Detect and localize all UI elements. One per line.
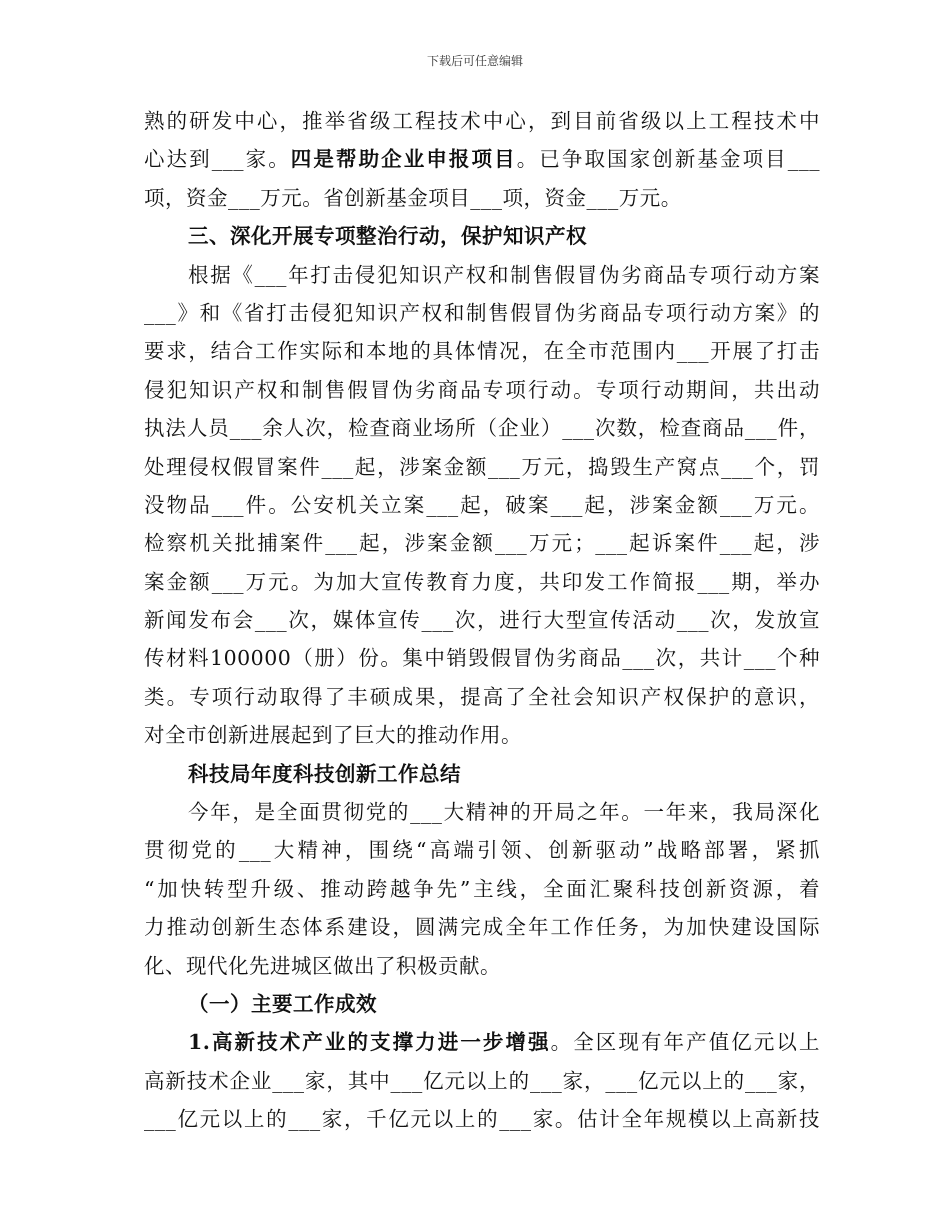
paragraph-line: 类。专项行动取得了丰硕成果，提高了全社会知识产权保护的意识， <box>144 684 820 709</box>
text-run: 心达到___家。 <box>144 147 291 172</box>
paragraph-line: 没物品___件。公安机关立案___起，破案___起，涉案金额___万元。 <box>144 492 820 517</box>
bold-text-run: 四是帮助企业申报项目 <box>290 147 517 172</box>
paragraph-line: 案金额___万元。为加大宣传教育力度，共印发工作简报___期，举办 <box>144 569 820 594</box>
paragraph-line: 侵犯知识产权和制售假冒伪劣商品专项行动。专项行动期间，共出动 <box>144 377 820 402</box>
paragraph-line: 化、现代化先进城区做出了积极贡献。 <box>144 953 501 978</box>
paragraph-line <box>144 1023 820 1061</box>
paragraph-line: 对全市创新进展起到了巨大的推动作用。 <box>144 723 522 748</box>
paragraph-line: 熟的研发中心，推举省级工程技术中心，到目前省级以上工程技术中 <box>144 109 820 133</box>
text-run: 。已争取国家创新基金项目___ <box>516 147 821 172</box>
section-heading: 三、深化开展专项整治行动，保护知识产权 <box>188 224 587 249</box>
paragraph-line: 项，资金___万元。省创新基金项目___项，资金___万元。 <box>144 185 682 210</box>
paragraph-line: ___亿元以上的___家，千亿元以上的___家。估计全年规模以上高新技 <box>144 1107 820 1132</box>
page-header: 下载后可任意编辑 <box>426 54 523 68</box>
paragraph-line: 根据《___年打击侵犯知识产权和制售假冒伪劣商品专项行动方案 <box>188 262 820 287</box>
bold-text-run: 1.高新技术产业的支撑力进一步增强 <box>188 1030 551 1055</box>
paragraph-line: 贯彻党的___大精神，围绕“高端引领、创新驱动”战略部署，紧抓 <box>144 838 820 863</box>
paragraph-line: “加快转型升级、推动跨越争先”主线，全面汇聚科技创新资源，着 <box>144 876 820 901</box>
paragraph-line: 高新技术企业___家，其中___亿元以上的___家，___亿元以上的___家， <box>144 1068 820 1093</box>
subsection-heading: （一）主要工作成效 <box>188 991 377 1016</box>
paragraph-line: 检察机关批捕案件___起，涉案金额___万元；___起诉案件___起，涉 <box>144 531 820 556</box>
paragraph-line: 处理侵权假冒案件___起，涉案金额___万元，捣毁生产窝点___个，罚 <box>144 454 820 479</box>
document-body <box>144 102 820 1139</box>
paragraph-line: 要求，结合工作实际和本地的具体情况，在全市范围内___开展了打击 <box>144 339 820 364</box>
paragraph-line: 力推动创新生态体系建设，圆满完成全年工作任务，为加快建设国际 <box>144 915 820 940</box>
paragraph-line <box>144 140 820 178</box>
paragraph-line: 今年，是全面贯彻党的___大精神的开局之年。一年来，我局深化 <box>188 800 820 825</box>
paragraph-line: 执法人员___余人次，检查商业场所（企业）___次数，检查商品___件， <box>144 416 820 441</box>
paragraph-line: 新闻发布会___次，媒体宣传___次，进行大型宣传活动___次，发放宣 <box>144 608 820 633</box>
document-title: 科技局年度科技创新工作总结 <box>188 761 461 786</box>
text-run: 。全区现有年产值亿元以上 <box>550 1030 821 1055</box>
paragraph-line: 传材料100000（册）份。集中销毁假冒伪劣商品___次，共计___个种 <box>144 646 820 671</box>
paragraph-line: ___》和《省打击侵犯知识产权和制售假冒伪劣商品专项行动方案》的 <box>144 300 820 325</box>
